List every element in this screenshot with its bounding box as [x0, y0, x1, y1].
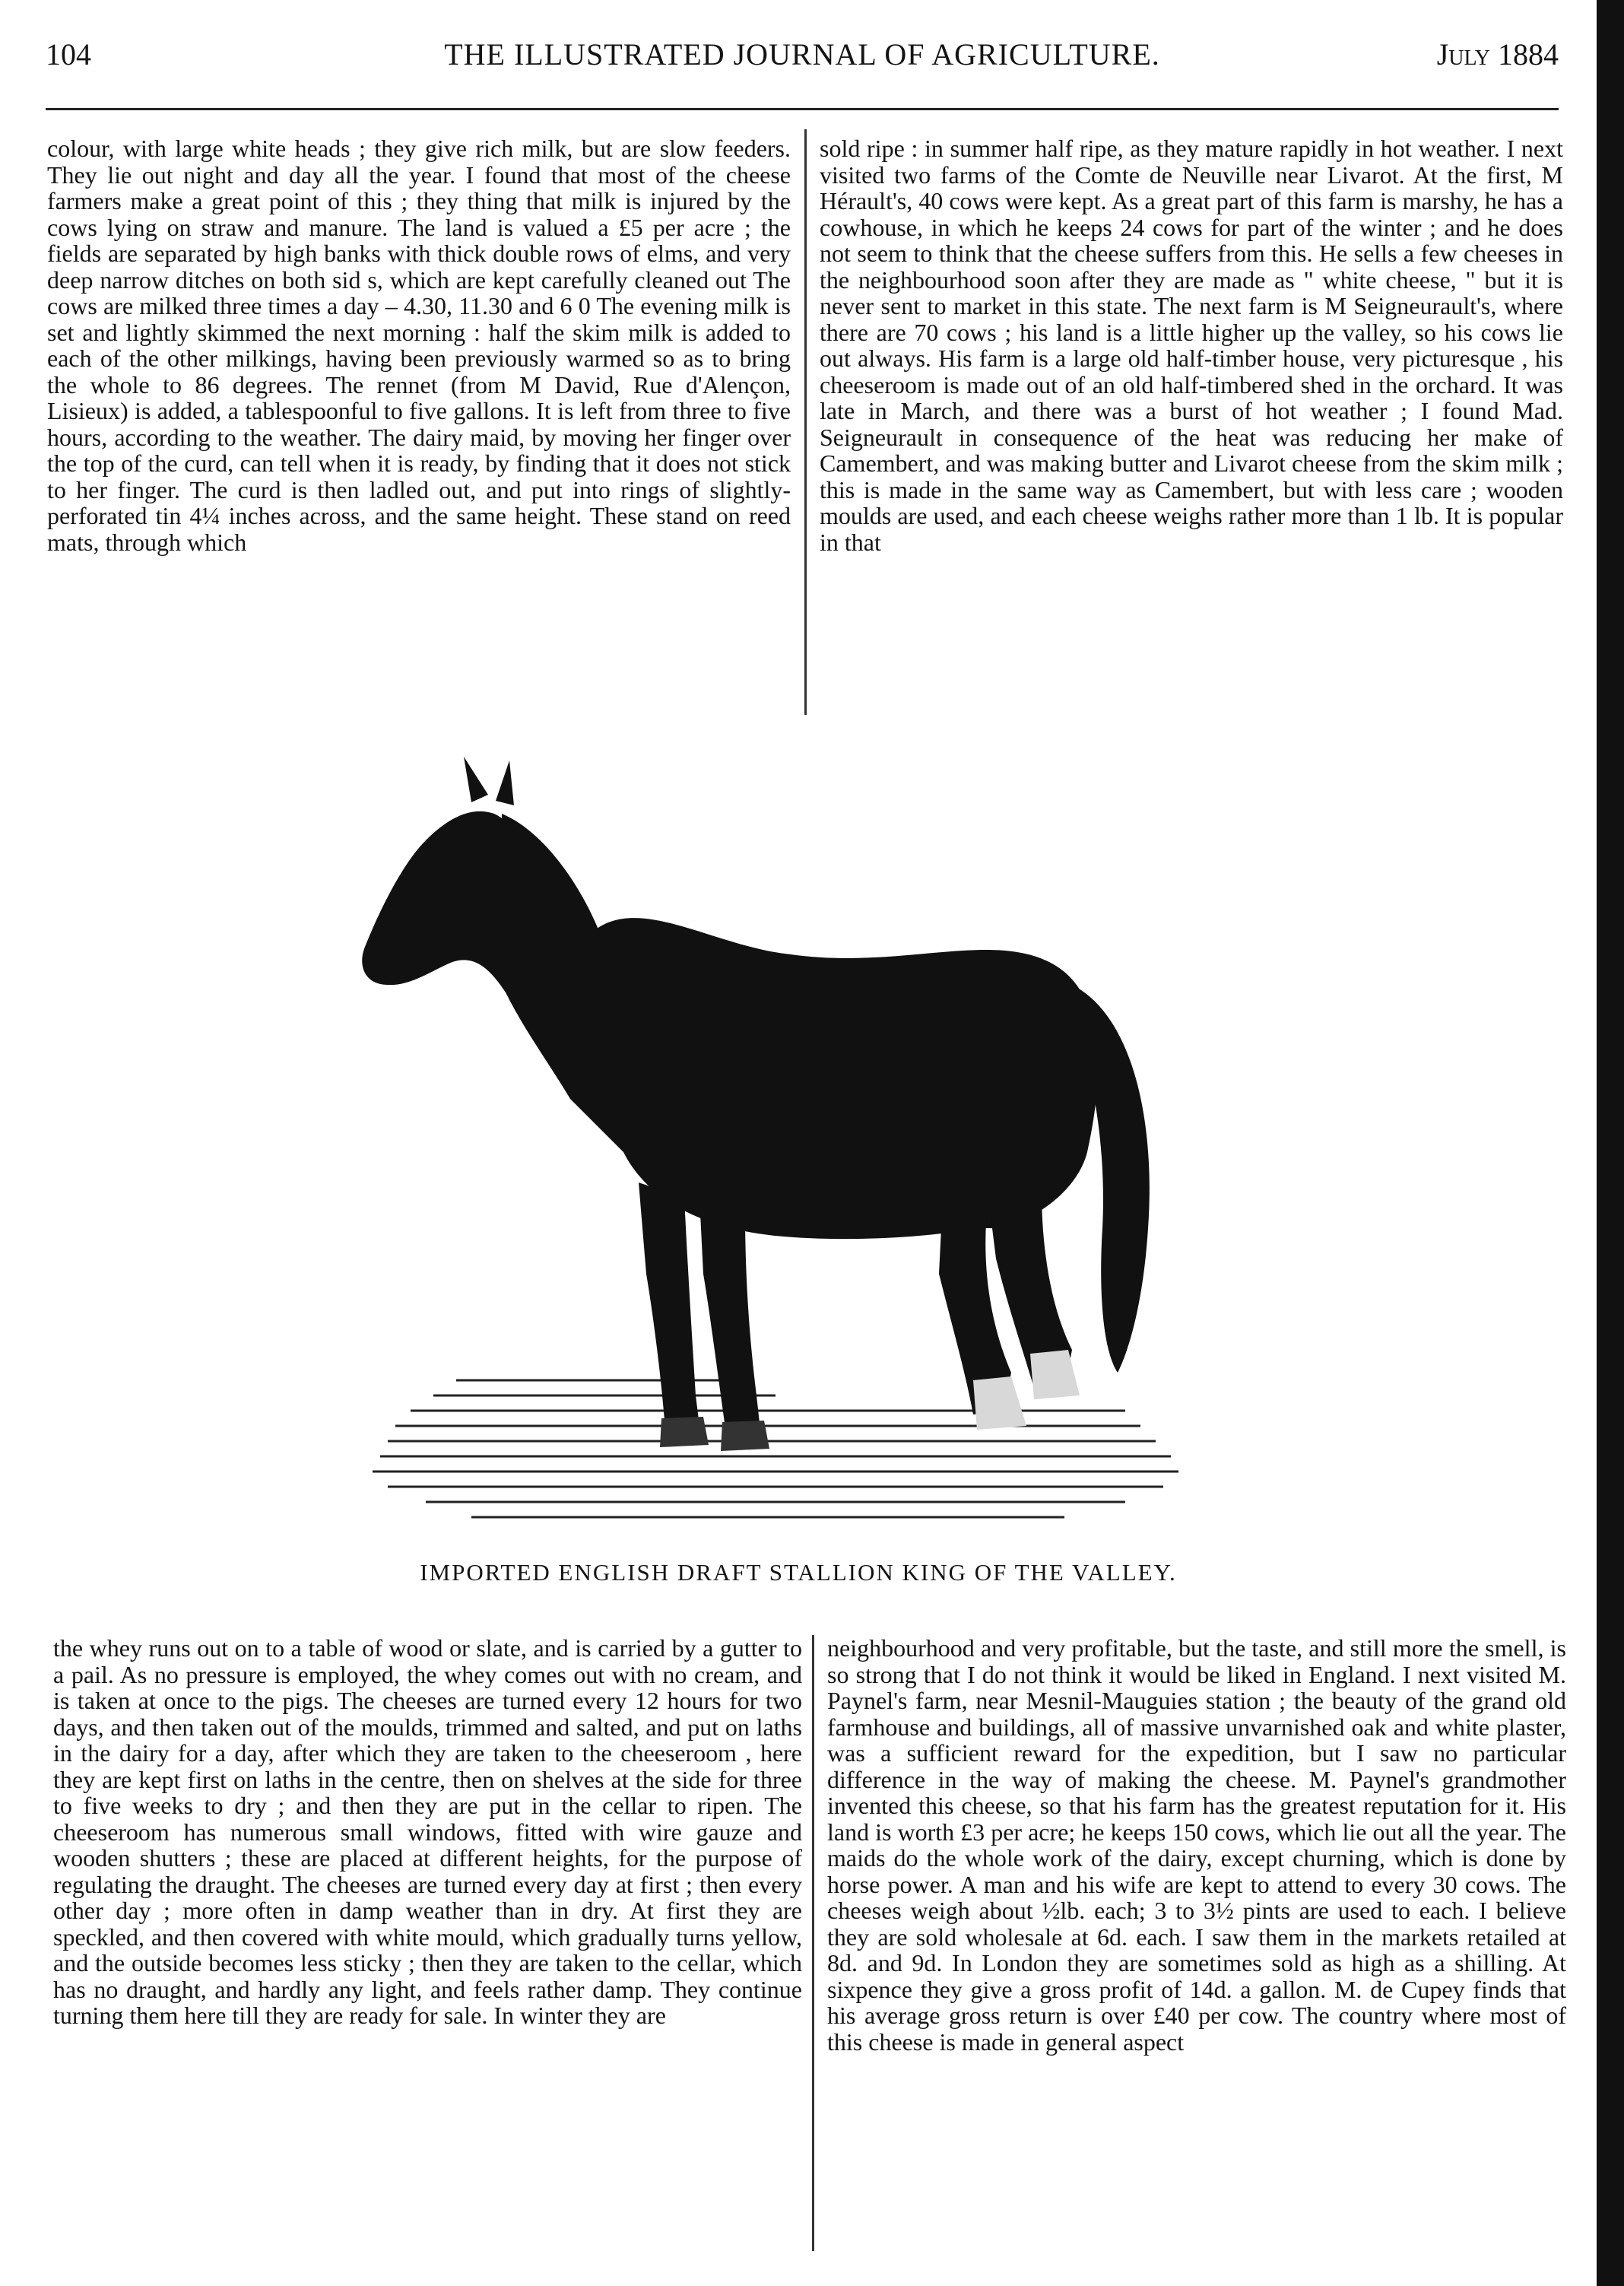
horse-illustration	[319, 741, 1293, 1536]
column-top-right	[820, 135, 1563, 721]
paragraph-bottom-left: the whey runs out on to a table of wood or slate, and is carried by a gutter to a pail. As no pressure is employed, the whey comes out with no cream, and is taken at once to the pigs. The cheeses are turned every 12 hours for two days, and then taken out of the moulds, trimmed and salted, and put on laths in the dairy for a day, after which they are taken to the cheeseroom , here they are kept first on laths in the centre, then on shelves at the side for three to five weeks to dry ; and then they are put in the cellar to ripen. The cheeseroom has numerous small windows, fitted with wire gauze and wooden shutters ; these are placed at different heights, for the purpose of regulating the draught. The cheeses are turned every day at first ; then every other day ; more often in damp weather than in dry. At first they are speckled, and then covered with white mould, which gradually turns yellow, and the outside becomes less sticky ; then they are taken to the cellar, which has no draught, and hardly any light, and feels rather damp. They continue turning them here till they are ready for sale. In winter they are	[53, 1634, 802, 2029]
paragraph-top-right: sold ripe : in summer half ripe, as they mature rapidly in hot weather. I next visited two farms of the Comte de Neuville near Livarot. At the first, M Hérault's, 40 cows were kept. As a great part of this farm is marshy, he has a cowhouse, in which he keeps 24 cows for part of the winter ; and he does not seem to think that the cheese suffers from this. He sells a few cheeses in the neighbourhood soon after they are made as " white cheese, " but it is never sent to market in this state. The next farm is M Seigneurault's, where there are 70 cows ; his land is a little higher up the valley, so his cows lie out always. His farm is a large old half-timber house, very picturesque , his cheeseroom is made out of an old half-timbered shed in the orchard. It was late in March, and there was a burst of hot weather ; I found Mad. Seigneurault in consequence of the heat was reducing her make of Camembert, and was making butter and Livarot cheese from the skim milk ; this is made in the same way as Camembert, but with less care ; wooden moulds are used, and each cheese weighs rather more than 1 lb. It is popular in that	[820, 135, 1563, 556]
issue-date: July 1884	[1436, 37, 1559, 71]
header-rule	[46, 108, 1559, 110]
paragraph-bottom-right: neighbourhood and very profitable, but the taste, and still more the smell, is so strong that I do not think it would be liked in England. I next visited M. Paynel's farm, near Mesnil-Mauguies station ; the beauty of the grand old farmhouse and buildings, all of massive unvarnished oak and white plaster, was a sufficient reward for the expedition, but I saw no particular difference in the way of making the cheese. M. Paynel's grandmother invented this cheese, so that his farm has the greatest reputation for it. His land is worth £3 per acre; he keeps 150 cows, which lie out all the year. The maids do the whole work of the dairy, except churning, which is done by horse power. A man and his wife are kept to attend to every 30 cows. The cheeses weigh about ½lb. each; 3 to 3½ pints are used to each. I believe they are sold wholesale at 6d. each. I saw them in the markets retailed at 8d. and 9d. In London they are sometimes sold as high as a shilling. At sixpence they give a gross profit of 14d. a gallon. M. de Cupey finds that his average gross return is over £40 per cow. The country where most of this cheese is made in general aspect	[827, 1634, 1566, 2056]
page-edge-bar	[1597, 0, 1624, 2286]
running-header	[46, 37, 1559, 82]
column-divider-top	[804, 129, 807, 715]
column-bottom-left	[53, 1635, 802, 2243]
column-top-left	[47, 135, 791, 721]
stallion-engraving	[319, 741, 1293, 1536]
column-bottom-right	[827, 1635, 1566, 2243]
journal-title: THE ILLUSTRATED JOURNAL OF AGRICULTURE.	[444, 37, 1160, 71]
column-divider-bottom	[812, 1635, 814, 2251]
figure-caption: IMPORTED ENGLISH DRAFT STALLION KING OF THE VALLEY.	[420, 1559, 1177, 1586]
paragraph-top-left: colour, with large white heads ; they give rich milk, but are slow feeders. They lie out night and day all the year. I found that most of the cheese farmers make a great point of this ; they thing that milk is injured by the cows lying on straw and manure. The land is valued a £5 per acre ; the fields are separated by high banks with thick double rows of elms, and very deep narrow ditches on both sid s, which are kept carefully cleaned out The cows are milked three times a day – 4.30, 11.30 and 6 0 The evening milk is set and lightly skimmed the next morning : half the skim milk is added to each of the other milkings, having been previously warmed so as to bring the whole to 86 degrees. The rennet (from M David, Rue d'Alençon, Lisieux) is added, a tablespoonful to five gallons. It is left from three to five hours, according to the weather. The dairy maid, by moving her finger over the top of the curd, can tell when it is ready, by finding that it does not stick to her finger. The curd is then ladled out, and put into rings of slightly-perforated tin 4¼ inches across, and the same height. These stand on reed mats, through which	[47, 135, 791, 556]
page-number: 104	[46, 37, 91, 71]
